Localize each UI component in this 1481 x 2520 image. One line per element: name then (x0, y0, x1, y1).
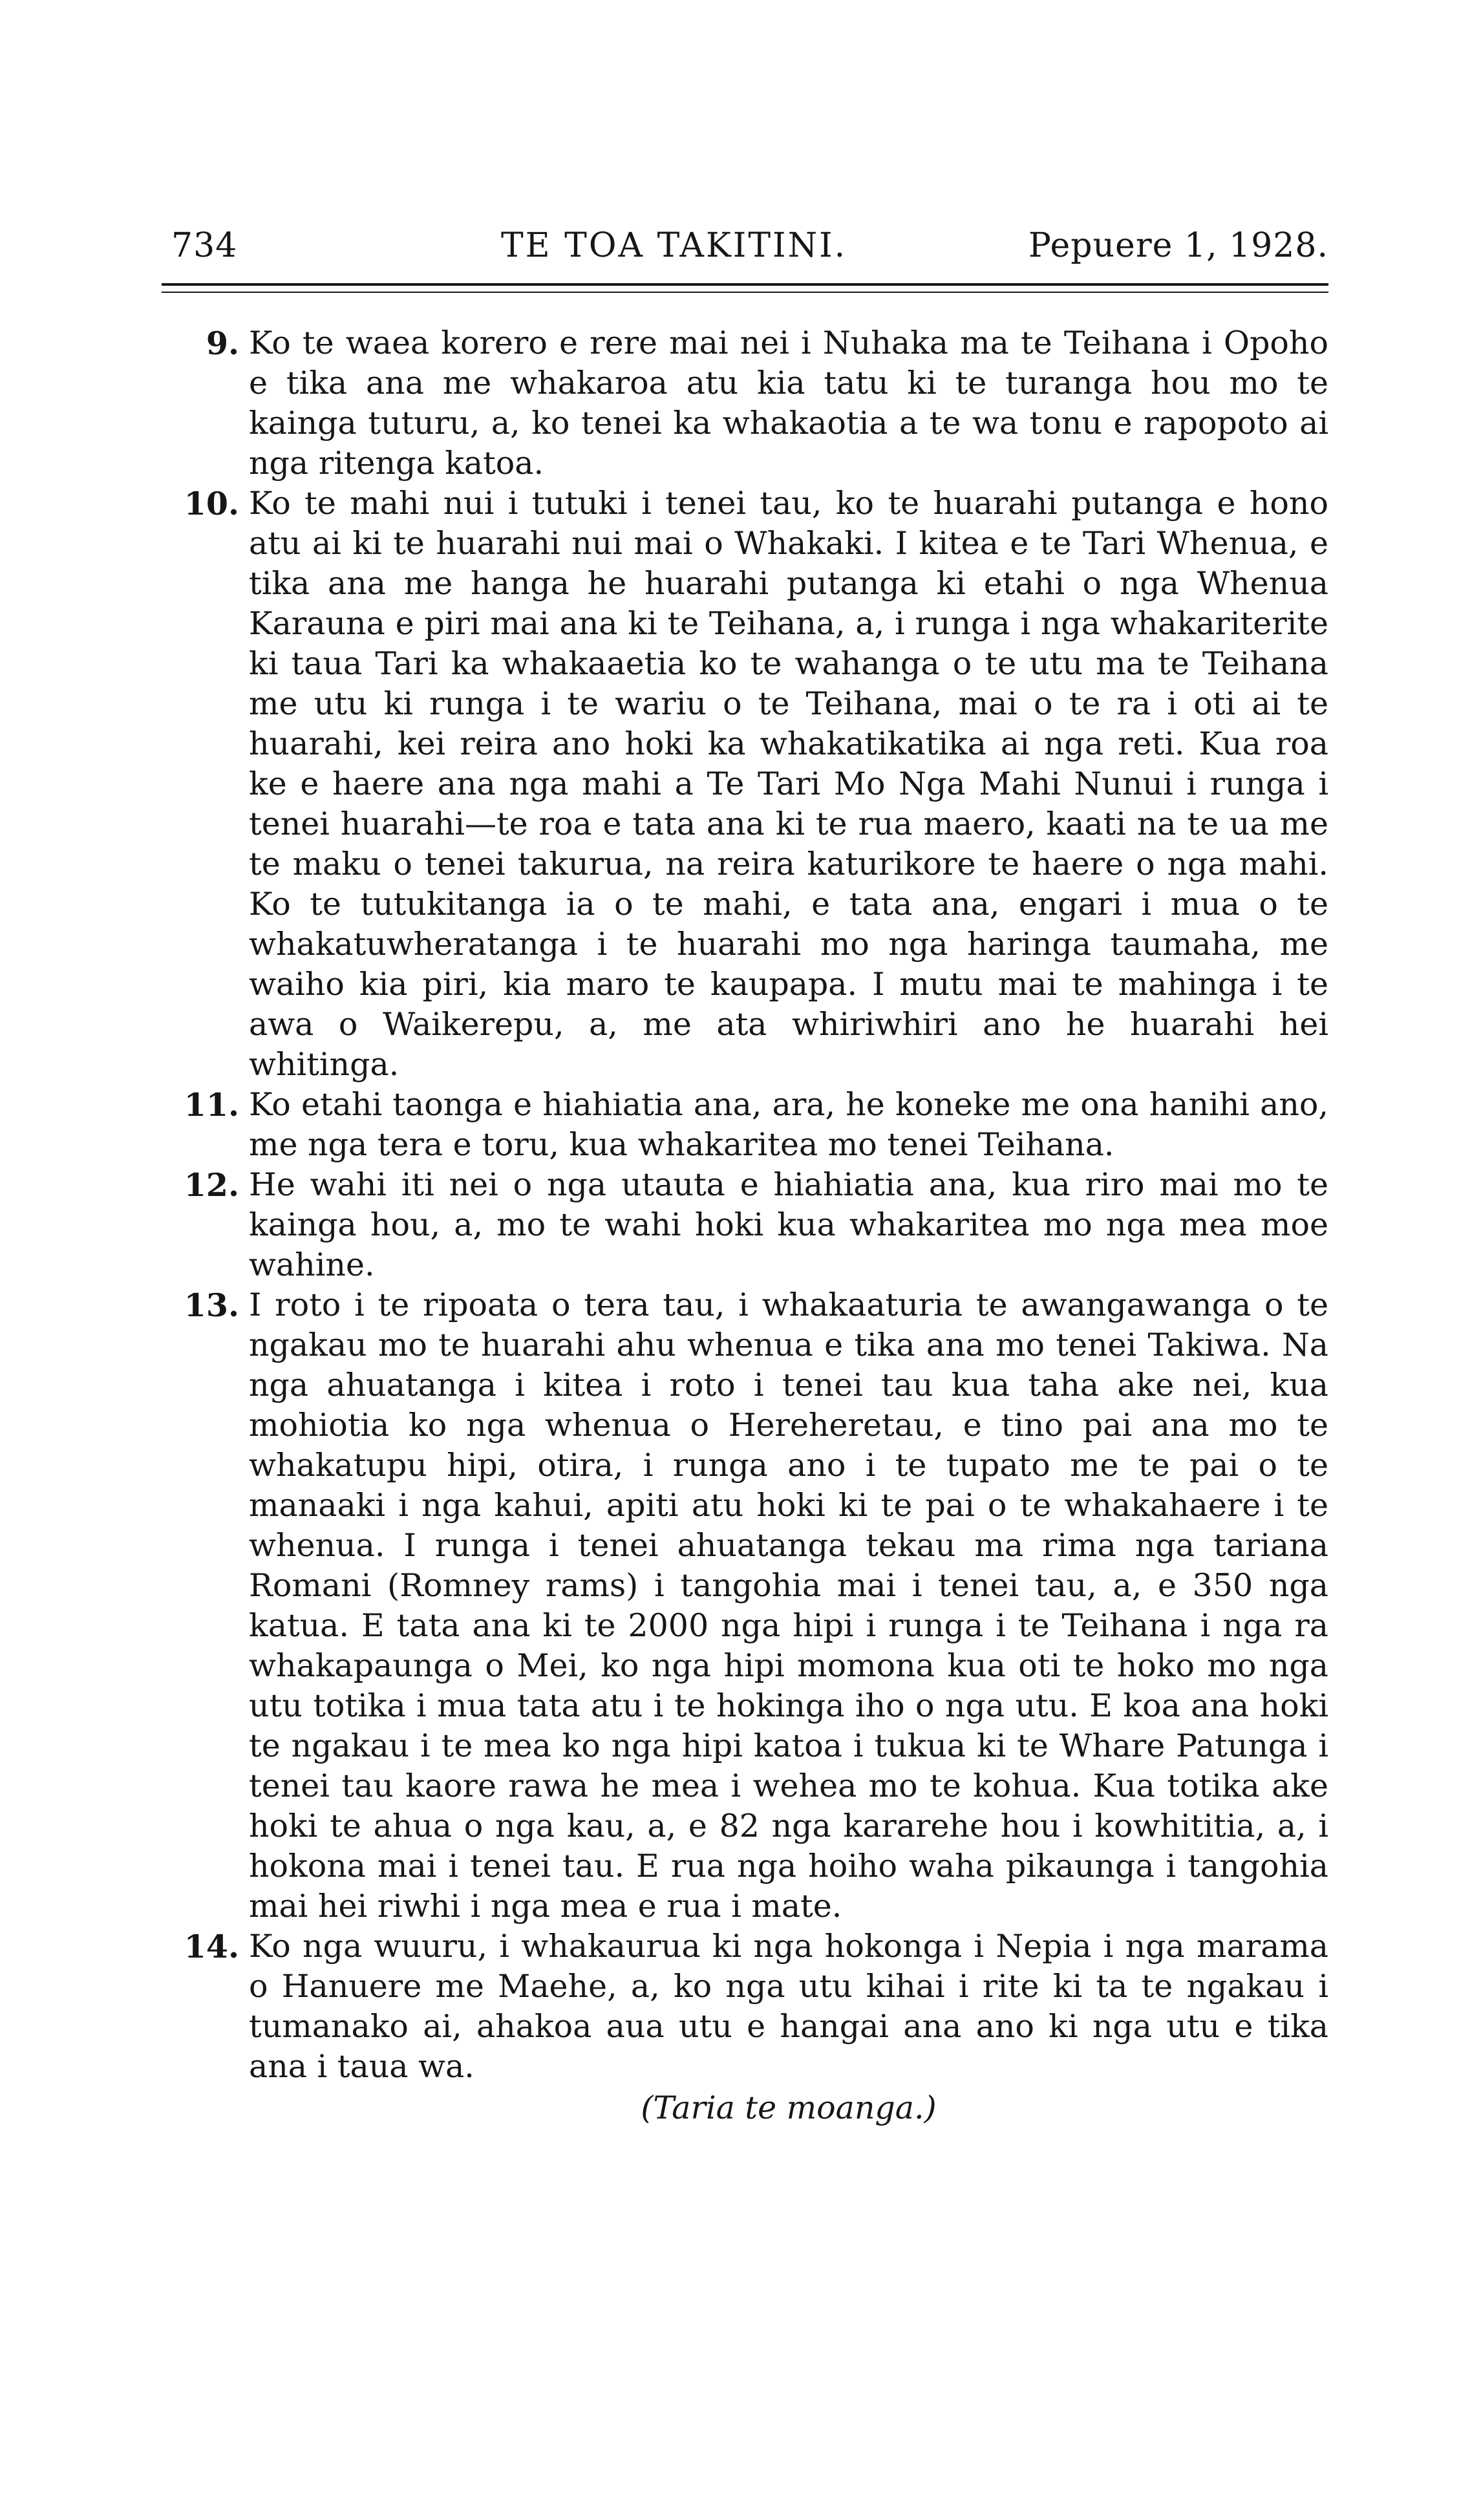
paragraph-text: Ko nga wuuru, i whakaurua ki nga hokonga i Nepia i nga marama o Hanuere me Maehe, a, ko nga utu kihai i rite ki ta te ngakau i tumanako ai, ahakoa aua utu e hangai ana ano ki nga utu e tika ana i taua wa. (249, 1928, 1328, 2085)
header-rule-thick (162, 283, 1328, 286)
numbered-paragraph (162, 1927, 1328, 2087)
article-body (162, 323, 1328, 2128)
page-number: 734 (171, 226, 238, 265)
paragraph-text: Ko te mahi nui i tutuki i tenei tau, ko te huarahi putanga e hono atu ai ki te huarahi nui mai o Whakaki. I kitea e te Tari Whenua, e tika ana me hanga he huarahi putanga ki etahi o nga Whenua Karauna e piri mai ana ki te Teihana, a, i runga i nga whakariterite ki taua Tari ka whakaaetia ko te wahanga o te utu ma te Teihana me utu ki runga i te wariu o te Teihana, mai o te ra i oti ai te huarahi, kei reira ano hoki ka whakatikatika ai nga reti. Kua roa ke e haere ana nga mahi a Te Tari Mo Nga Mahi Nunui i runga i tenei huarahi—te roa e tata ana ki te rua maero, kaati na te ua me te maku o tenei takurua, na reira katurikore te haere o nga mahi. Ko te tutukitanga ia o te mahi, e tata ana, engari i mua o te whakatuwheratanga i te huarahi mo nga haringa taumaha, me waiho kia piri, kia maro te kaupapa. I mutu mai te mahinga i te awa o Waikerepu, a, me ata whiriwhiri ano he huarahi hei whitinga. (249, 485, 1328, 1083)
paragraph-number: 10. (184, 485, 239, 522)
paragraph-number: 11. (184, 1086, 239, 1124)
issue-date: Pepuere 1, 1928. (1028, 226, 1328, 265)
paragraph-text: I roto i te ripoata o tera tau, i whakaaturia te awangawanga o te ngakau mo te huarahi ahu whenua e tika ana mo tenei Takiwa. Na nga ahuatanga i kitea i roto i tenei tau kua taha ake nei, kua mohiotia ko nga whenua o Hereheretau, e tino pai ana mo te whakatupu hipi, otira, i runga ano i te tupato me te pai o te manaaki i nga kahui, apiti atu hoki ki te pai o te whakahaere i te whenua. I runga i tenei ahuatanga tekau ma rima nga tariana Romani (Romney rams) i tangohia mai i tenei tau, a, e 350 nga katua. E tata ana ki te 2000 nga hipi i runga i te Teihana i nga ra whakapaunga o Mei, ko nga hipi momona kua oti te hoko mo nga utu totika i mua tata atu i te hokinga iho o nga utu. E koa ana hoki te ngakau i te mea ko nga hipi katoa i tukua ki te Whare Patunga i tenei tau kaore rawa he mea i wehea mo te kohua. Kua totika ake hoki te ahua o nga kau, a, e 82 nga kararehe hou i kowhititia, a, i hokona mai i tenei tau. E rua nga hoiho waha pikaunga i tangohia mai hei riwhi i nga mea e rua i mate. (249, 1287, 1328, 1925)
running-title: TE TOA TAKITINI. (501, 226, 847, 265)
numbered-paragraph (162, 1285, 1328, 1927)
numbered-paragraph (162, 484, 1328, 1085)
paragraph-number: 14. (184, 1928, 239, 1965)
paragraph-number: 12. (184, 1166, 239, 1204)
continuation-note: (Taria te moanga.) (641, 2089, 937, 2126)
page-header (171, 223, 1328, 268)
paragraph-text: He wahi iti nei o nga utauta e hiahiatia ana, kua riro mai mo te kainga hou, a, mo te wahi hoki kua whakaritea mo nga mea moe wahine. (249, 1166, 1328, 1283)
paragraph-text: Ko etahi taonga e hiahiatia ana, ara, he koneke me ona hanihi ano, me nga tera e toru, kua whakaritea mo tenei Teihana. (249, 1086, 1328, 1163)
numbered-paragraph (162, 1165, 1328, 1285)
paragraph-text: Ko te waea korero e rere mai nei i Nuhaka ma te Teihana i Opoho e tika ana me whakaroa atu kia tatu ki te turanga hou mo te kainga tuturu, a, ko tenei ka whakaotia a te wa tonu e rapopoto ai nga ritenga katoa. (249, 325, 1328, 482)
numbered-paragraph (162, 1085, 1328, 1165)
paragraph-number: 9. (206, 325, 239, 362)
numbered-paragraph (162, 323, 1328, 484)
paragraph-number: 13. (184, 1287, 239, 1324)
header-rule-thin (162, 292, 1328, 293)
